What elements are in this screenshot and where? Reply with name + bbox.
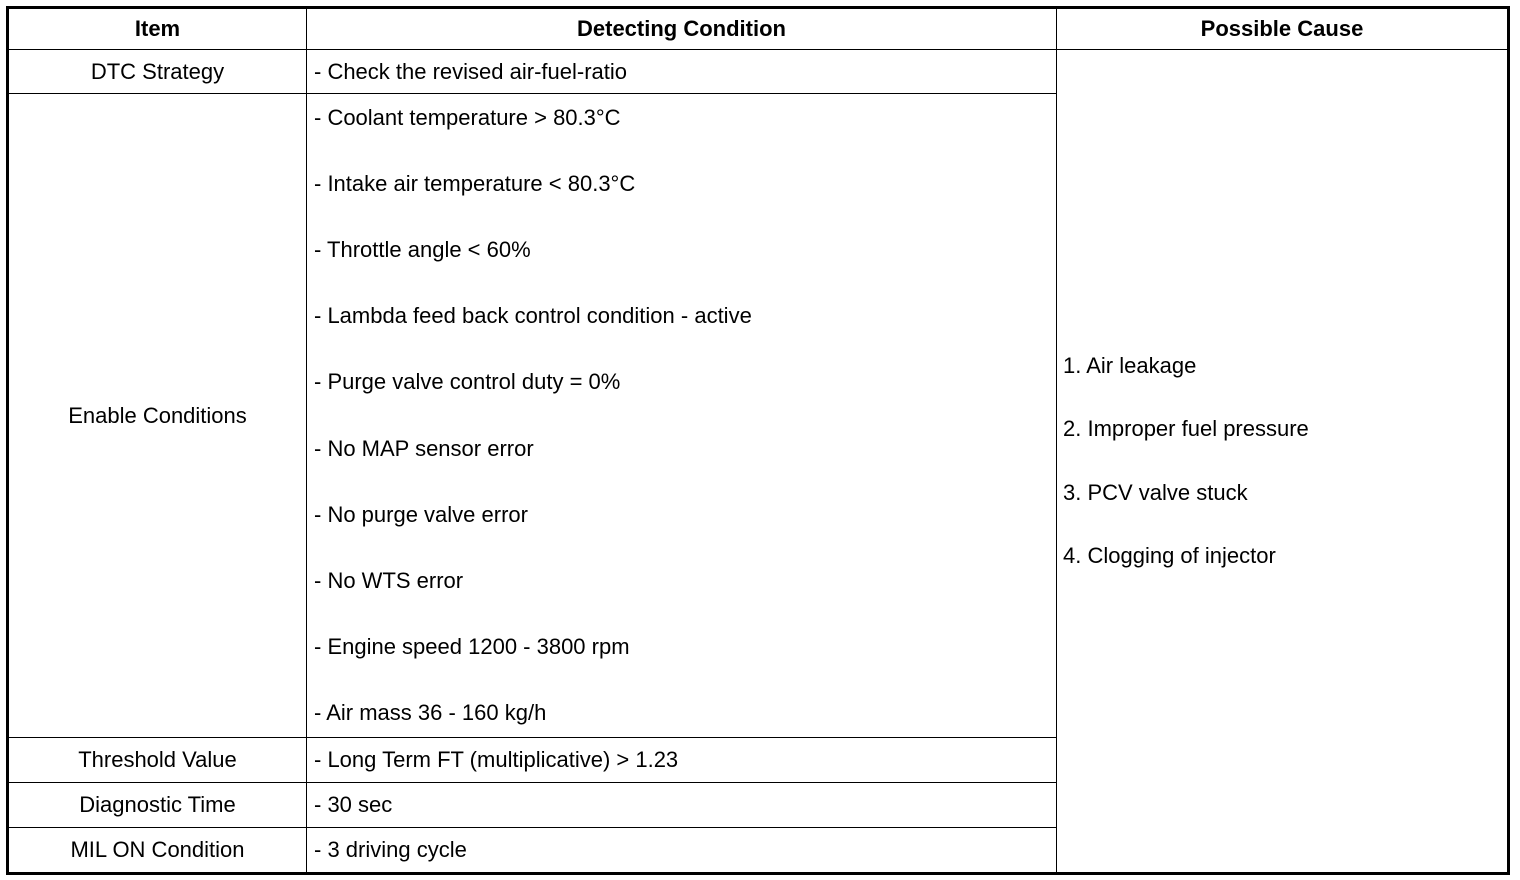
- condition-dtc-strategy: - Check the revised air-fuel-ratio: [307, 50, 1057, 94]
- enable-condition-item: - Throttle angle < 60%: [314, 236, 531, 262]
- condition-threshold-value: - Long Term FT (multiplicative) > 1.23: [307, 738, 1057, 783]
- dtc-spec-table: [6, 6, 1510, 875]
- cause-item: 1. Air leakage: [1063, 352, 1197, 378]
- enable-condition-item: - Purge valve control duty = 0%: [314, 369, 621, 395]
- possible-cause-cell: [1057, 50, 1509, 874]
- cause-item: 3. PCV valve stuck: [1063, 479, 1248, 505]
- item-mil-on-condition: MIL ON Condition: [8, 828, 307, 874]
- item-threshold-value: Threshold Value: [8, 738, 307, 783]
- possible-cause-list: [1063, 354, 1507, 569]
- enable-condition-item: - Lambda feed back control condition - active: [314, 303, 752, 329]
- enable-condition-item: - Engine speed 1200 - 3800 rpm: [314, 634, 630, 660]
- item-enable-conditions: Enable Conditions: [8, 94, 307, 738]
- condition-enable-conditions: [307, 94, 1057, 738]
- enable-condition-item: - No WTS error: [314, 568, 464, 594]
- header-possible-cause: Possible Cause: [1057, 8, 1509, 50]
- enable-condition-item: - Coolant temperature > 80.3°C: [314, 104, 621, 130]
- header-detecting-condition: Detecting Condition: [307, 8, 1057, 50]
- item-dtc-strategy: DTC Strategy: [8, 50, 307, 94]
- enable-condition-item: - No MAP sensor error: [314, 435, 534, 461]
- enable-conditions-list: [314, 106, 1056, 726]
- enable-condition-item: - Air mass 36 - 160 kg/h: [314, 700, 547, 726]
- cause-item: 4. Clogging of injector: [1063, 543, 1276, 569]
- condition-mil-on-condition: - 3 driving cycle: [307, 828, 1057, 874]
- enable-condition-item: - Intake air temperature < 80.3°C: [314, 170, 636, 196]
- condition-diagnostic-time: - 30 sec: [307, 783, 1057, 828]
- enable-condition-item: - No purge valve error: [314, 501, 528, 527]
- cause-item: 2. Improper fuel pressure: [1063, 416, 1309, 442]
- header-item: Item: [8, 8, 307, 50]
- item-diagnostic-time: Diagnostic Time: [8, 783, 307, 828]
- table-row: [8, 50, 1509, 94]
- header-row: [8, 8, 1509, 50]
